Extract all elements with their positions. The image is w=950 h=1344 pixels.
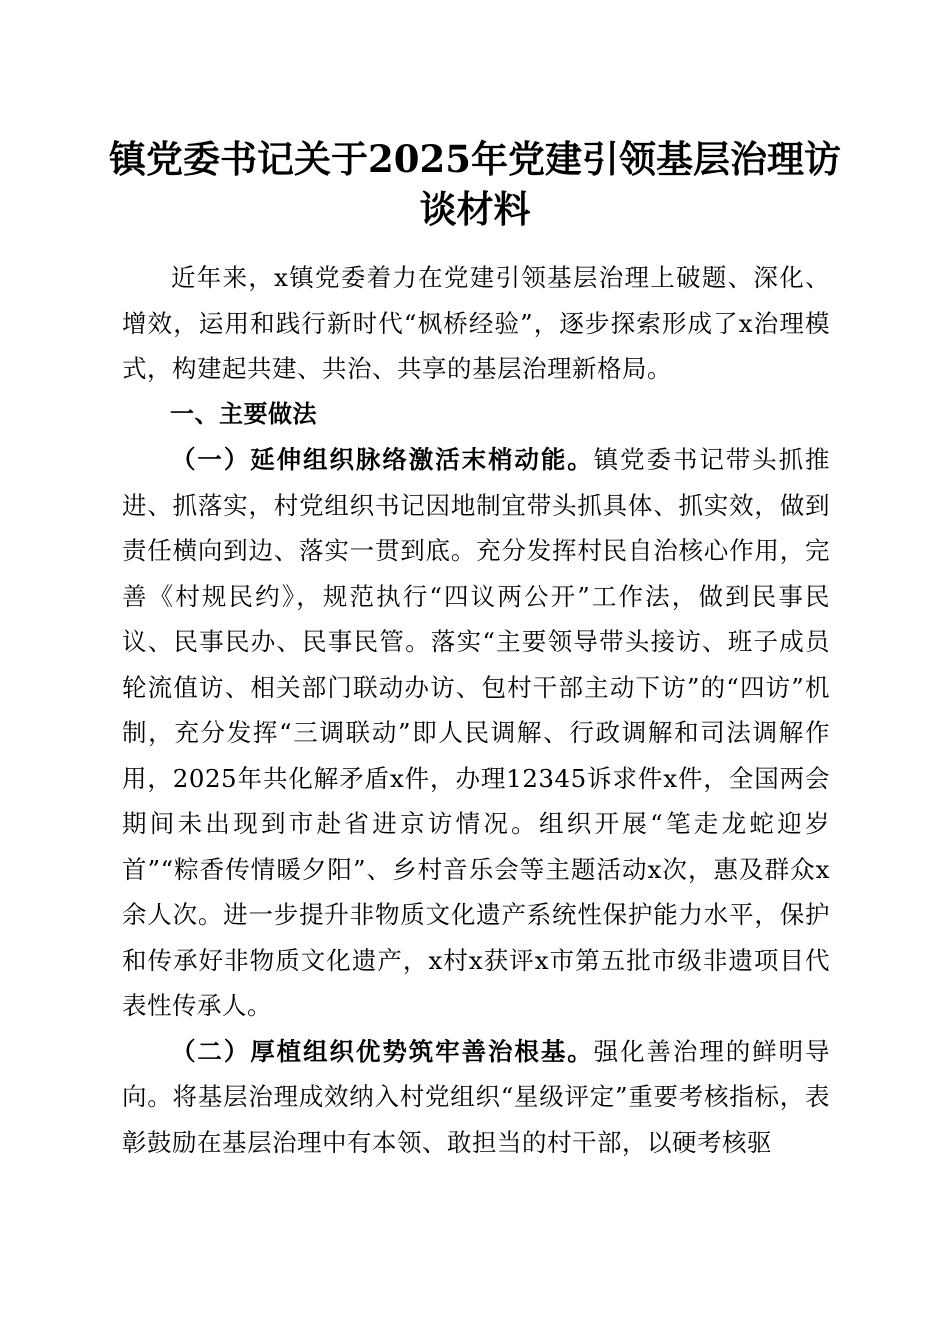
paragraph-1-text: 镇党委书记带头抓推进、抓落实，村党组织书记因地制宜带头抓具体、抓实效，做到责任横向到边、落实一贯到底。充分发挥村民自治核心作用，完善《村规民约》，规范执行“四议两公开”工作法，做到民事民议、民事民办、民事民管。落实“主要领导带头接访、班子成员轮流值访、相关部门联动办访、包村干部主动下访”的“四访”机制，充分发挥“三调联动”即人民调解、行政调解和司法调解作用，2025年共化解矛盾x件，办理12345诉求件x件，全国两会期间未出现到市赴省进京访情况。组织开展“笔走龙蛇迎岁首”“粽香传情暖夕阳”、乡村音乐会等主题活动x次，惠及群众x余人次。进一步提升非物质文化遗产系统性保护能力水平，保护和传承好非物质文化遗产，x村x获评x市第五批市级非遗项目代表性传承人。: [122, 445, 831, 1020]
title-line-2: 谈材料: [419, 187, 531, 231]
paragraph-1: [122, 437, 830, 1029]
paragraph-2: [122, 1029, 830, 1166]
section-heading-main-practices: 一、主要做法: [170, 399, 317, 428]
document-body: [122, 255, 830, 1165]
title-line-1: 镇党委书记关于2025年党建引领基层治理访: [109, 137, 841, 181]
paragraph-1-lead: （一）延伸组织脉络激活末梢动能。: [171, 445, 594, 474]
document-title: [100, 134, 850, 234]
paragraph-2-text: 强化善治理的鲜明导向。将基层治理成效纳入村党组织“星级评定”重要考核指标，表彰鼓励在基层治理中有本领、敢担当的村干部，以硬考核驱: [122, 1036, 831, 1157]
paragraph-2-lead: （二）厚植组织优势筑牢善治根基。: [171, 1036, 594, 1066]
intro-paragraph: 近年来，x镇党委着力在党建引领基层治理上破题、深化、增效，运用和践行新时代“枫桥经验”，逐步探索形成了x治理模式，构建起共建、共治、共享的基层治理新格局。: [122, 263, 830, 383]
